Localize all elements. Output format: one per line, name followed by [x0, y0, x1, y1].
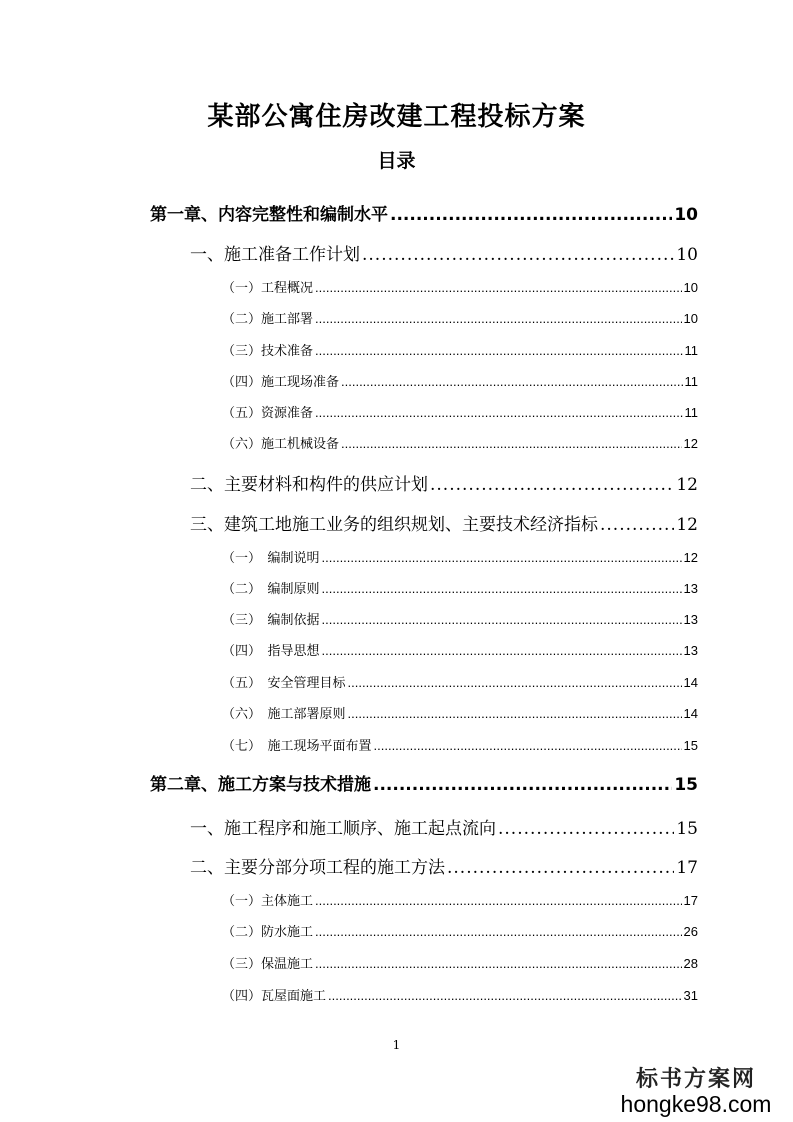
- toc-entry-page: 12: [676, 475, 698, 495]
- toc-entry-title: （一）主体施工: [222, 893, 314, 908]
- toc-leader-dots: [328, 988, 682, 1003]
- toc-entry-title: （二）施工部署: [222, 311, 314, 326]
- toc-leader-dots: [315, 405, 682, 420]
- toc-entry-title: （三）技术准备: [222, 343, 314, 358]
- toc-entry-title: （二） 编制原则: [222, 581, 320, 596]
- toc-leader-dots: [315, 924, 682, 939]
- toc-entry-page: 10: [683, 311, 698, 326]
- toc-entry[interactable]: [222, 953, 698, 972]
- toc-entry[interactable]: [222, 890, 698, 909]
- toc-entry[interactable]: [222, 609, 698, 628]
- page-title: 某部公寓住房改建工程投标方案: [207, 102, 586, 132]
- toc-entry-title: 一、施工程序和施工顺序、施工起点流向: [190, 819, 496, 839]
- toc-leader-dots: [430, 475, 674, 495]
- toc-leader-dots: [374, 738, 682, 753]
- watermark-cn: 标书方案网: [635, 1066, 756, 1092]
- toc-leader-dots: [341, 436, 682, 451]
- toc-entry-title: （六）施工机械设备: [222, 436, 340, 451]
- toc-entry[interactable]: [222, 985, 698, 1004]
- toc-leader-dots: [390, 205, 672, 225]
- toc-entry[interactable]: [150, 770, 698, 795]
- toc-entry[interactable]: [150, 200, 698, 225]
- toc-entry-page: 11: [684, 405, 698, 420]
- toc-entry[interactable]: [222, 703, 698, 722]
- toc-entry-page: 10: [683, 280, 698, 295]
- toc-leader-dots: [600, 515, 674, 535]
- toc-entry[interactable]: [222, 735, 698, 754]
- toc-entry-title: （五）资源准备: [222, 405, 314, 420]
- toc-entry-title: （二）防水施工: [222, 924, 314, 939]
- toc-leader-dots: [315, 893, 682, 908]
- toc-entry-title: （三）保温施工: [222, 956, 314, 971]
- toc-entry-page: 17: [676, 858, 698, 878]
- toc-entry[interactable]: [222, 277, 698, 296]
- toc-entry-page: 10: [674, 205, 698, 225]
- toc-entry-page: 11: [684, 343, 698, 358]
- toc-entry-title: （四）施工现场准备: [222, 374, 340, 389]
- toc-leader-dots: [322, 581, 682, 596]
- toc-entry-title: 二、主要材料和构件的供应计划: [190, 475, 428, 495]
- toc-leader-dots: [315, 956, 682, 971]
- toc-entry-page: 13: [683, 643, 698, 658]
- toc-entry[interactable]: [222, 402, 698, 421]
- toc-entry-title: 第二章、施工方案与技术措施: [150, 775, 371, 795]
- toc-entry-page: 10: [676, 245, 698, 265]
- toc-leader-dots: [373, 775, 672, 795]
- toc-entry[interactable]: [190, 853, 698, 878]
- watermark: [611, 1062, 781, 1118]
- toc-leader-dots: [315, 311, 682, 326]
- toc-entry-title: 一、施工准备工作计划: [190, 245, 360, 265]
- toc-entry-title: （三） 编制依据: [222, 612, 320, 627]
- toc-leader-dots: [315, 280, 682, 295]
- toc-entry-page: 15: [676, 819, 698, 839]
- toc-entry-page: 31: [683, 988, 698, 1003]
- watermark-en: hongke98.com: [620, 1091, 772, 1117]
- toc-leader-dots: [322, 612, 682, 627]
- toc-leader-dots: [322, 643, 682, 658]
- toc-leader-dots: [362, 245, 674, 265]
- toc-entry-page: 15: [674, 775, 698, 795]
- toc-leader-dots: [341, 374, 682, 389]
- page-number: 1: [392, 1038, 401, 1052]
- toc-entry[interactable]: [190, 470, 698, 495]
- toc-leader-dots: [315, 343, 682, 358]
- toc-entry-title: （四） 指导思想: [222, 643, 320, 658]
- toc-entry-title: 第一章、内容完整性和编制水平: [150, 205, 388, 225]
- toc-leader-dots: [447, 858, 674, 878]
- toc-entry[interactable]: [190, 510, 698, 535]
- toc-entry-title: （六） 施工部署原则: [222, 706, 346, 721]
- toc-leader-dots: [498, 819, 674, 839]
- toc-entry-page: 12: [676, 515, 698, 535]
- toc-entry-page: 13: [683, 581, 698, 596]
- toc-entry-title: （五） 安全管理目标: [222, 675, 346, 690]
- toc-entry[interactable]: [190, 240, 698, 265]
- toc-entry-page: 14: [683, 675, 698, 690]
- toc-leader-dots: [348, 675, 682, 690]
- toc-entry-page: 28: [683, 956, 698, 971]
- toc-entry-title: （一） 编制说明: [222, 550, 320, 565]
- toc-entry-title: （七） 施工现场平面布置: [222, 738, 372, 753]
- toc-entry[interactable]: [222, 340, 698, 359]
- toc-entry[interactable]: [222, 578, 698, 597]
- toc-entry[interactable]: [222, 921, 698, 940]
- toc-entry-title: （一）工程概况: [222, 280, 314, 295]
- toc-entry-page: 26: [683, 924, 698, 939]
- toc-entry-title: 三、建筑工地施工业务的组织规划、主要技术经济指标: [190, 515, 598, 535]
- toc-entry-page: 17: [683, 893, 698, 908]
- toc-entry[interactable]: [222, 308, 698, 327]
- toc-entry-page: 15: [683, 738, 698, 753]
- toc-entry-page: 12: [683, 550, 698, 565]
- toc-heading: 目录: [377, 150, 416, 172]
- toc-entry-page: 13: [683, 612, 698, 627]
- toc-entry-page: 12: [683, 436, 698, 451]
- toc-entry-page: 11: [684, 374, 698, 389]
- toc-entry-page: 14: [683, 706, 698, 721]
- toc-entry[interactable]: [222, 547, 698, 566]
- toc-entry[interactable]: [222, 433, 698, 452]
- toc-entry[interactable]: [222, 371, 698, 390]
- toc-entry[interactable]: [222, 640, 698, 659]
- toc-entry-title: （四）瓦屋面施工: [222, 988, 327, 1003]
- toc-leader-dots: [322, 550, 682, 565]
- toc-entry[interactable]: [222, 672, 698, 691]
- toc-leader-dots: [348, 706, 682, 721]
- toc-entry-title: 二、主要分部分项工程的施工方法: [190, 858, 445, 878]
- toc-entry[interactable]: [190, 814, 698, 839]
